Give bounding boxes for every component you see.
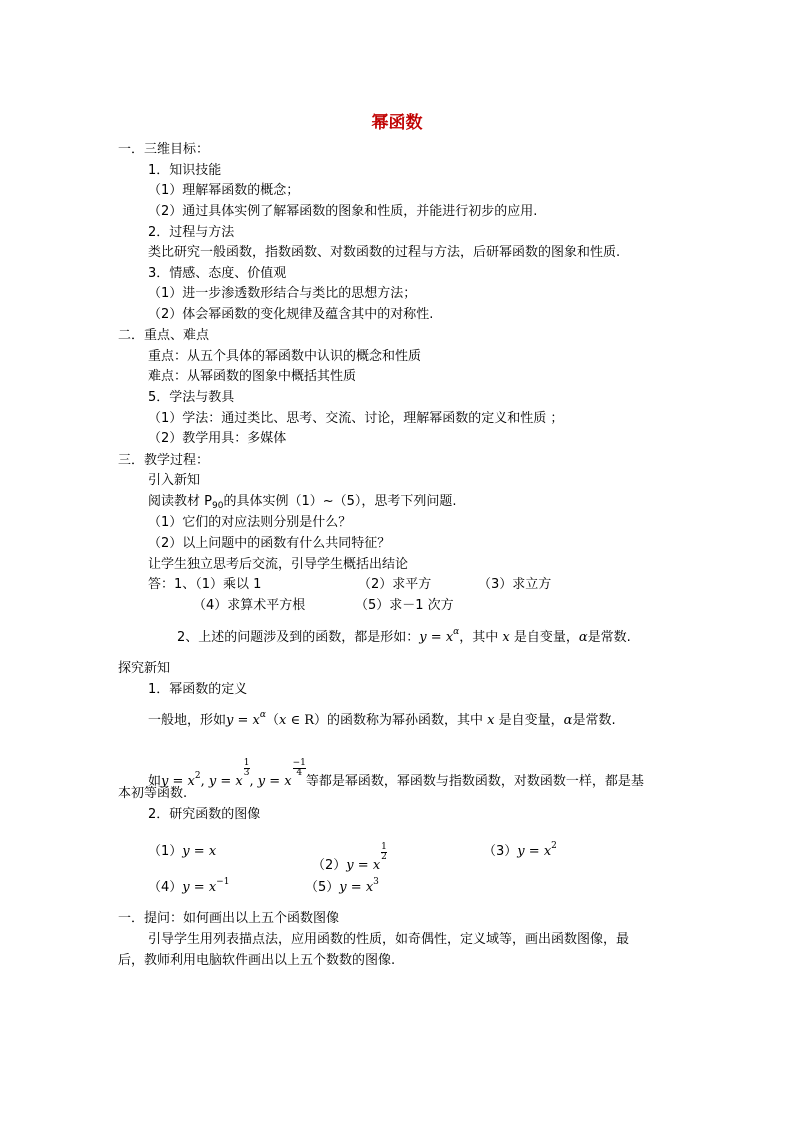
text-line: 类比研究一般函数，指数函数、对数函数的过程与方法，后研幂函数的图象和性质. [148,245,621,260]
function-2: （2）y = x $\frac{1}{2}$ [312,842,387,873]
section-3-heading: 三．教学过程： [118,453,210,468]
text-line [148,493,457,512]
definition-line: 一般地，形如$y = x^\alpha(x$ ∈ R）的函数称为幂孙函数，其中 x 是自变量，α是常数. [148,710,616,728]
function-1: （1）y = x [148,844,217,859]
section-explore-heading: 探究新知 [118,661,171,676]
text-fragment: （2） [312,858,347,873]
text-fragment: （1） [148,844,183,859]
text-line: （2）体会幂函数的变化规律及蕴含其中的对称性. [148,307,434,322]
text-line: （1）理解幂函数的概念； [148,183,300,198]
text-line: （1）进一步渗透数形结合与类比的思想方法； [148,286,417,301]
question-heading: 一．提问：如何画出以上五个函数图像 [118,911,340,926]
text-line: 让学生独立思考后交流，引导学生概括出结论 [148,557,409,572]
text-fragment: 2、上述的问题涉及到的函数，都是形如： [177,630,420,645]
subscript: 90 [211,501,224,511]
text-line: 重点：从五个具体的幂函数中认识的概念和性质 [148,349,422,364]
fraction-exponent: $\frac{-1}{4}$ [292,758,306,778]
text-line: 2、上述的问题涉及到的函数，都是形如：$y = x^\alpha$，其中 x 是自变量，α是常数. [177,627,631,645]
text-fragment: （3） [483,844,518,859]
text-fragment: 如 [148,774,162,789]
formula: y [419,630,427,645]
text-fragment: 是自变量， [498,713,564,728]
text-fragment: （4） [148,880,183,895]
text-fragment: （5） [305,880,340,895]
fraction-exponent: $\frac{1}{2}$ [381,842,387,862]
function-4: $(4)y = x^{-1}$ [148,877,230,895]
text-fragment: 阅读教材 P [148,494,212,509]
answer-3: （3）求立方 [478,577,552,592]
text-fragment: ）的函数称为幂孙函数，其中 [314,713,484,728]
text-fragment: 是常数. [587,630,631,645]
fraction-exponent: $\frac{1}{3}$ [243,758,250,778]
answer-1: 答：1、（1）乘以 1 [148,577,262,592]
text-fragment: 等都是幂函数，幂函数与指数函数，对数函数一样，都是基 [305,774,644,789]
text-fragment: 的具体实例（1）~（5），思考下列问题. [223,494,457,509]
text-fragment: 一般地，形如 [148,713,227,728]
subheading-graphs: 2．研究函数的图像 [148,807,261,822]
answer-5: （5）求－1 次方 [355,598,454,613]
subheading-method: 5．学法与教具 [148,390,235,405]
text-line: 难点：从幂函数的图象中概括其性质 [148,369,357,384]
examples-line: 如$y = x^2$, y = x $\frac{1}{3}$ , y = x $\frac{-1}{4}$ 等都是幂函数，幂函数与指数函数，对数函数一样，都是基 [148,758,644,789]
section-2-heading: 二．重点、难点 [118,328,210,343]
text-line: （1）学法：通过类比、思考、交流、讨论，理解幂函数的定义和性质 ； [148,411,564,426]
text-line: 后，教师利用电脑软件画出以上五个数数的图像. [118,953,396,968]
text-fragment: （ [265,713,279,728]
subheading-intro: 引入新知 [148,473,201,488]
subheading-knowledge: 1．知识技能 [148,163,222,178]
function-3: $(3)y = x^2$ [483,841,557,859]
text-line: （1）它们的对应法则分别是什么？ [148,515,352,530]
text-line: （2）教学用具：多媒体 [148,431,287,446]
answer-2: （2）求平方 [358,577,432,592]
text-line: 本初等函数. [118,786,188,801]
text-line: （2）以上问题中的函数有什么共同特征？ [148,536,391,551]
subheading-emotion: 3．情感、态度、价值观 [148,266,287,281]
text-fragment: ，其中 [459,630,499,645]
text-fragment: 是常数. [572,713,616,728]
section-1-heading: 一．三维目标： [118,142,210,157]
function-5: $(5)y = x^3$ [305,877,379,895]
subheading-process: 2．过程与方法 [148,225,235,240]
text-fragment: 是自变量， [513,630,579,645]
answer-4: （4）求算术平方根 [193,598,306,613]
text-line: （2）通过具体实例了解幂函数的图象和性质，并能进行初步的应用. [148,204,538,219]
text-line: 引导学生用列表描点法，应用函数的性质，如奇偶性，定义域等，画出函数图像，最 [148,932,630,947]
subheading-definition: 1．幂函数的定义 [148,682,248,697]
page-title: 幂函数 [371,113,423,133]
